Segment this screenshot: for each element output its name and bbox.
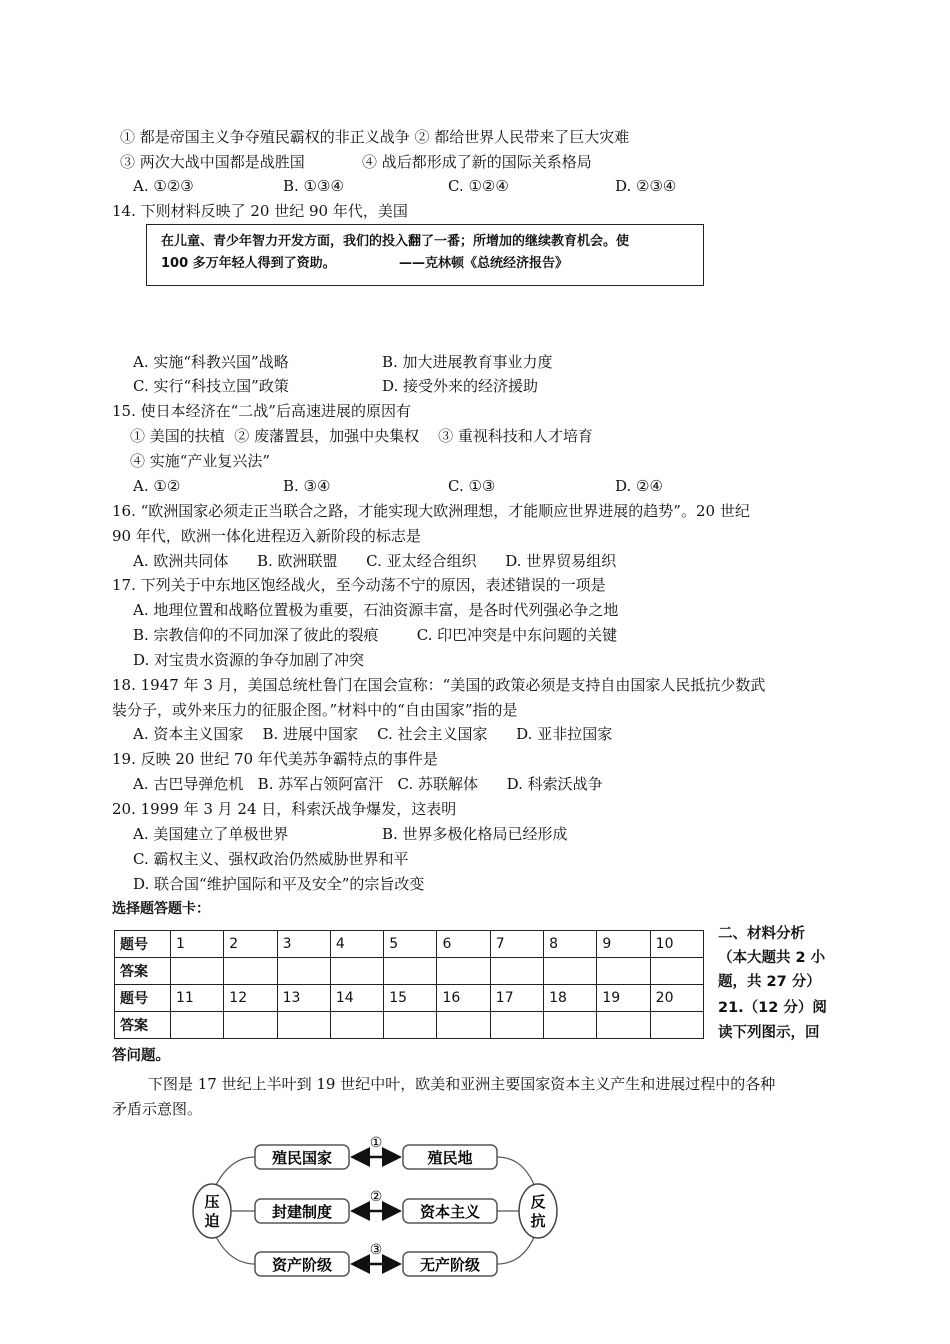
question-number-cell: 17: [490, 985, 543, 1012]
q14-choice-c: C. 实行“科技立国”政策: [133, 377, 289, 395]
part2-subheading-1: （本大题共 2 小: [718, 950, 826, 966]
question-number-cell: 10: [650, 931, 703, 958]
answer-cell[interactable]: [490, 958, 543, 985]
capitalism-label: 资本主义: [419, 1203, 481, 1221]
question-number-cell: 12: [224, 985, 277, 1012]
q20-choice-b: B. 世界多极化格局已经形成: [382, 825, 568, 843]
q14-choice-a: A. 实施“科教兴国”战略: [133, 353, 289, 371]
question-number-cell: 18: [544, 985, 597, 1012]
colony-label: 殖民地: [427, 1149, 473, 1167]
q21-stem-3: 答问题。: [112, 1048, 170, 1064]
question-number-cell: 1: [171, 931, 224, 958]
feudal-system-label: 封建制度: [271, 1203, 333, 1221]
question-number-cell: 20: [650, 985, 703, 1012]
q16-choices: A. 欧洲共同体 B. 欧洲联盟 C. 亚太经合组织 D. 世界贸易组织: [133, 552, 617, 570]
connector-line: [497, 1157, 535, 1187]
q20-choice-a: A. 美国建立了单极世界: [133, 825, 289, 843]
q16-stem-line-2: 90 年代，欧洲一体化进程迈入新阶段的标志是: [112, 527, 421, 545]
contradiction-diagram: [185, 1125, 565, 1285]
q13-choice-a: A. ①②③: [133, 177, 194, 195]
q13-choice-d: D. ②③④: [615, 177, 677, 195]
answer-cell[interactable]: [330, 1012, 383, 1039]
question-number-label: 题号: [115, 931, 171, 958]
answer-cell[interactable]: [650, 958, 703, 985]
q19-choices: A. 古巴导弹危机 B. 苏军占领阿富汗 C. 苏联解体 D. 科索沃战争: [133, 775, 603, 793]
question-number-cell: 15: [384, 985, 437, 1012]
label-number-3: ③: [369, 1242, 383, 1258]
part2-subheading-2: 题，共 27 分）: [718, 974, 821, 990]
answer-cell[interactable]: [437, 958, 490, 985]
q18-choices: A. 资本主义国家 B. 进展中国家 C. 社会主义国家 D. 亚非拉国家: [133, 725, 613, 743]
q13-choice-c: C. ①②④: [448, 177, 509, 195]
q15-choice-a: A. ①②: [133, 477, 181, 495]
answer-cell[interactable]: [171, 1012, 224, 1039]
answer-cell[interactable]: [650, 1012, 703, 1039]
answer-cell[interactable]: [277, 1012, 330, 1039]
question-number-cell: 3: [277, 931, 330, 958]
answer-card-answer-row-1: [115, 958, 704, 985]
question-number-cell: 6: [437, 931, 490, 958]
q15-option-4: ④ 实施“产业复兴法”: [130, 452, 271, 470]
answer-card-table: [114, 930, 704, 1039]
q13-choice-b: B. ①③④: [283, 177, 344, 195]
answer-cell[interactable]: [224, 958, 277, 985]
answer-label: 答案: [115, 958, 171, 985]
oppression-char-1: 压: [204, 1193, 220, 1211]
q20-stem: 20. 1999 年 3 月 24 日，科索沃战争爆发，这表明: [112, 800, 457, 818]
q18-stem-line-1: 18. 1947 年 3 月，美国总统杜鲁门在国会宣称：“美国的政策必须是支持自由国家人民抵抗少数武: [112, 676, 766, 694]
q16-stem-line-1: 16. “欧洲国家必须走正当联合之路，才能实现大欧洲理想，才能顺应世界进展的趋势”。20 世纪: [112, 502, 750, 520]
connector-line: [497, 1235, 535, 1264]
question-number-cell: 14: [330, 985, 383, 1012]
q14-choice-d: D. 接受外来的经济援助: [382, 377, 539, 395]
question-number-cell: 19: [597, 985, 650, 1012]
answer-card-answer-row-2: [115, 1012, 704, 1039]
quote-line-1: 在儿童、青少年智力开发方面，我们的投入翻了一番；所增加的继续教育机会。使: [161, 234, 630, 249]
q21-stem-1: 21.（12 分）阅: [718, 1000, 827, 1016]
question-number-cell: 9: [597, 931, 650, 958]
q17-stem: 17. 下列关于中东地区饱经战火，至今动荡不宁的原因，表述错误的一项是: [112, 576, 606, 594]
answer-cell[interactable]: [384, 1012, 437, 1039]
question-number-cell: 5: [384, 931, 437, 958]
q20-choice-d: D. 联合国“维护国际和平及安全”的宗旨改变: [133, 875, 425, 893]
answer-label: 答案: [115, 1012, 171, 1039]
answer-cell[interactable]: [384, 958, 437, 985]
question-number-cell: 13: [277, 985, 330, 1012]
oppression-char-2: 迫: [204, 1212, 220, 1230]
q21-intro-line-2: 矛盾示意图。: [112, 1100, 203, 1118]
q15-choice-d: D. ②④: [615, 477, 663, 495]
q14-stem: 14. 下则材料反映了 20 世纪 90 年代，美国: [112, 202, 408, 220]
proletariat-label: 无产阶级: [419, 1256, 481, 1274]
answer-cell[interactable]: [544, 958, 597, 985]
question-number-cell: 8: [544, 931, 597, 958]
answer-card-header-row-1: [115, 931, 704, 958]
resistance-char-2: 抗: [530, 1212, 546, 1230]
q17-choice-d: D. 对宝贵水资源的争夺加剧了冲突: [133, 651, 365, 669]
q14-choice-b: B. 加大进展教育事业力度: [382, 353, 553, 371]
q15-stem: 15. 使日本经济在“二战”后高速进展的原因有: [112, 402, 411, 420]
q18-stem-line-2: 装分子，或外来压力的征服企图。”材料中的“自由国家”指的是: [112, 701, 518, 719]
answer-card-title: 选择题答题卡：: [112, 901, 210, 917]
connector-line: [215, 1157, 255, 1187]
q21-stem-2: 读下列图示，回: [718, 1025, 820, 1041]
resistance-char-1: 反: [530, 1193, 546, 1211]
question-number-cell: 11: [171, 985, 224, 1012]
q19-stem: 19. 反映 20 世纪 70 年代美苏争霸特点的事件是: [112, 750, 438, 768]
question-number-cell: 16: [437, 985, 490, 1012]
answer-cell[interactable]: [171, 958, 224, 985]
answer-cell[interactable]: [597, 958, 650, 985]
question-number-cell: 7: [490, 931, 543, 958]
question-number-cell: 4: [330, 931, 383, 958]
quote-line-2: 100 多万年轻人得到了资助。 ——克林顿《总统经济报告》: [161, 256, 569, 271]
bourgeoisie-label: 资产阶级: [271, 1256, 333, 1274]
answer-cell[interactable]: [437, 1012, 490, 1039]
label-number-2: ②: [369, 1189, 383, 1205]
answer-cell[interactable]: [330, 958, 383, 985]
answer-cell[interactable]: [597, 1012, 650, 1039]
answer-card-header-row-2: [115, 985, 704, 1012]
question-number-label: 题号: [115, 985, 171, 1012]
q15-options: ① 美国的扶植 ② 废藩置县，加强中央集权 ③ 重视科技和人才培育: [130, 427, 593, 445]
q17-choice-a: A. 地理位置和战略位置极为重要，石油资源丰富，是各时代列强必争之地: [133, 601, 619, 619]
q14-quote-box: [146, 224, 704, 286]
answer-cell[interactable]: [277, 958, 330, 985]
answer-cell[interactable]: [224, 1012, 277, 1039]
q15-choice-c: C. ①③: [448, 477, 496, 495]
answer-cell[interactable]: [490, 1012, 543, 1039]
connector-line: [215, 1235, 255, 1264]
q13-option-1-2: ① 都是帝国主义争夺殖民霸权的非正义战争 ② 都给世界人民带来了巨大灾难: [120, 128, 630, 146]
question-number-cell: 2: [224, 931, 277, 958]
q21-intro-line-1: 下图是 17 世纪上半叶到 19 世纪中叶，欧美和亚洲主要国家资本主义产生和进展过程中的各种: [148, 1075, 776, 1093]
q13-option-3-4: ③ 两次大战中国都是战胜国 ④ 战后都形成了新的国际关系格局: [120, 153, 592, 171]
q15-choice-b: B. ③④: [283, 477, 331, 495]
label-number-1: ①: [369, 1135, 383, 1151]
answer-cell[interactable]: [544, 1012, 597, 1039]
colonial-power-label: 殖民国家: [271, 1149, 333, 1167]
q17-choice-b-c: B. 宗教信仰的不同加深了彼此的裂痕 C. 印巴冲突是中东问题的关键: [133, 626, 618, 644]
part2-heading: 二、材料分析: [718, 926, 805, 942]
q20-choice-c: C. 霸权主义、强权政治仍然威胁世界和平: [133, 850, 409, 868]
